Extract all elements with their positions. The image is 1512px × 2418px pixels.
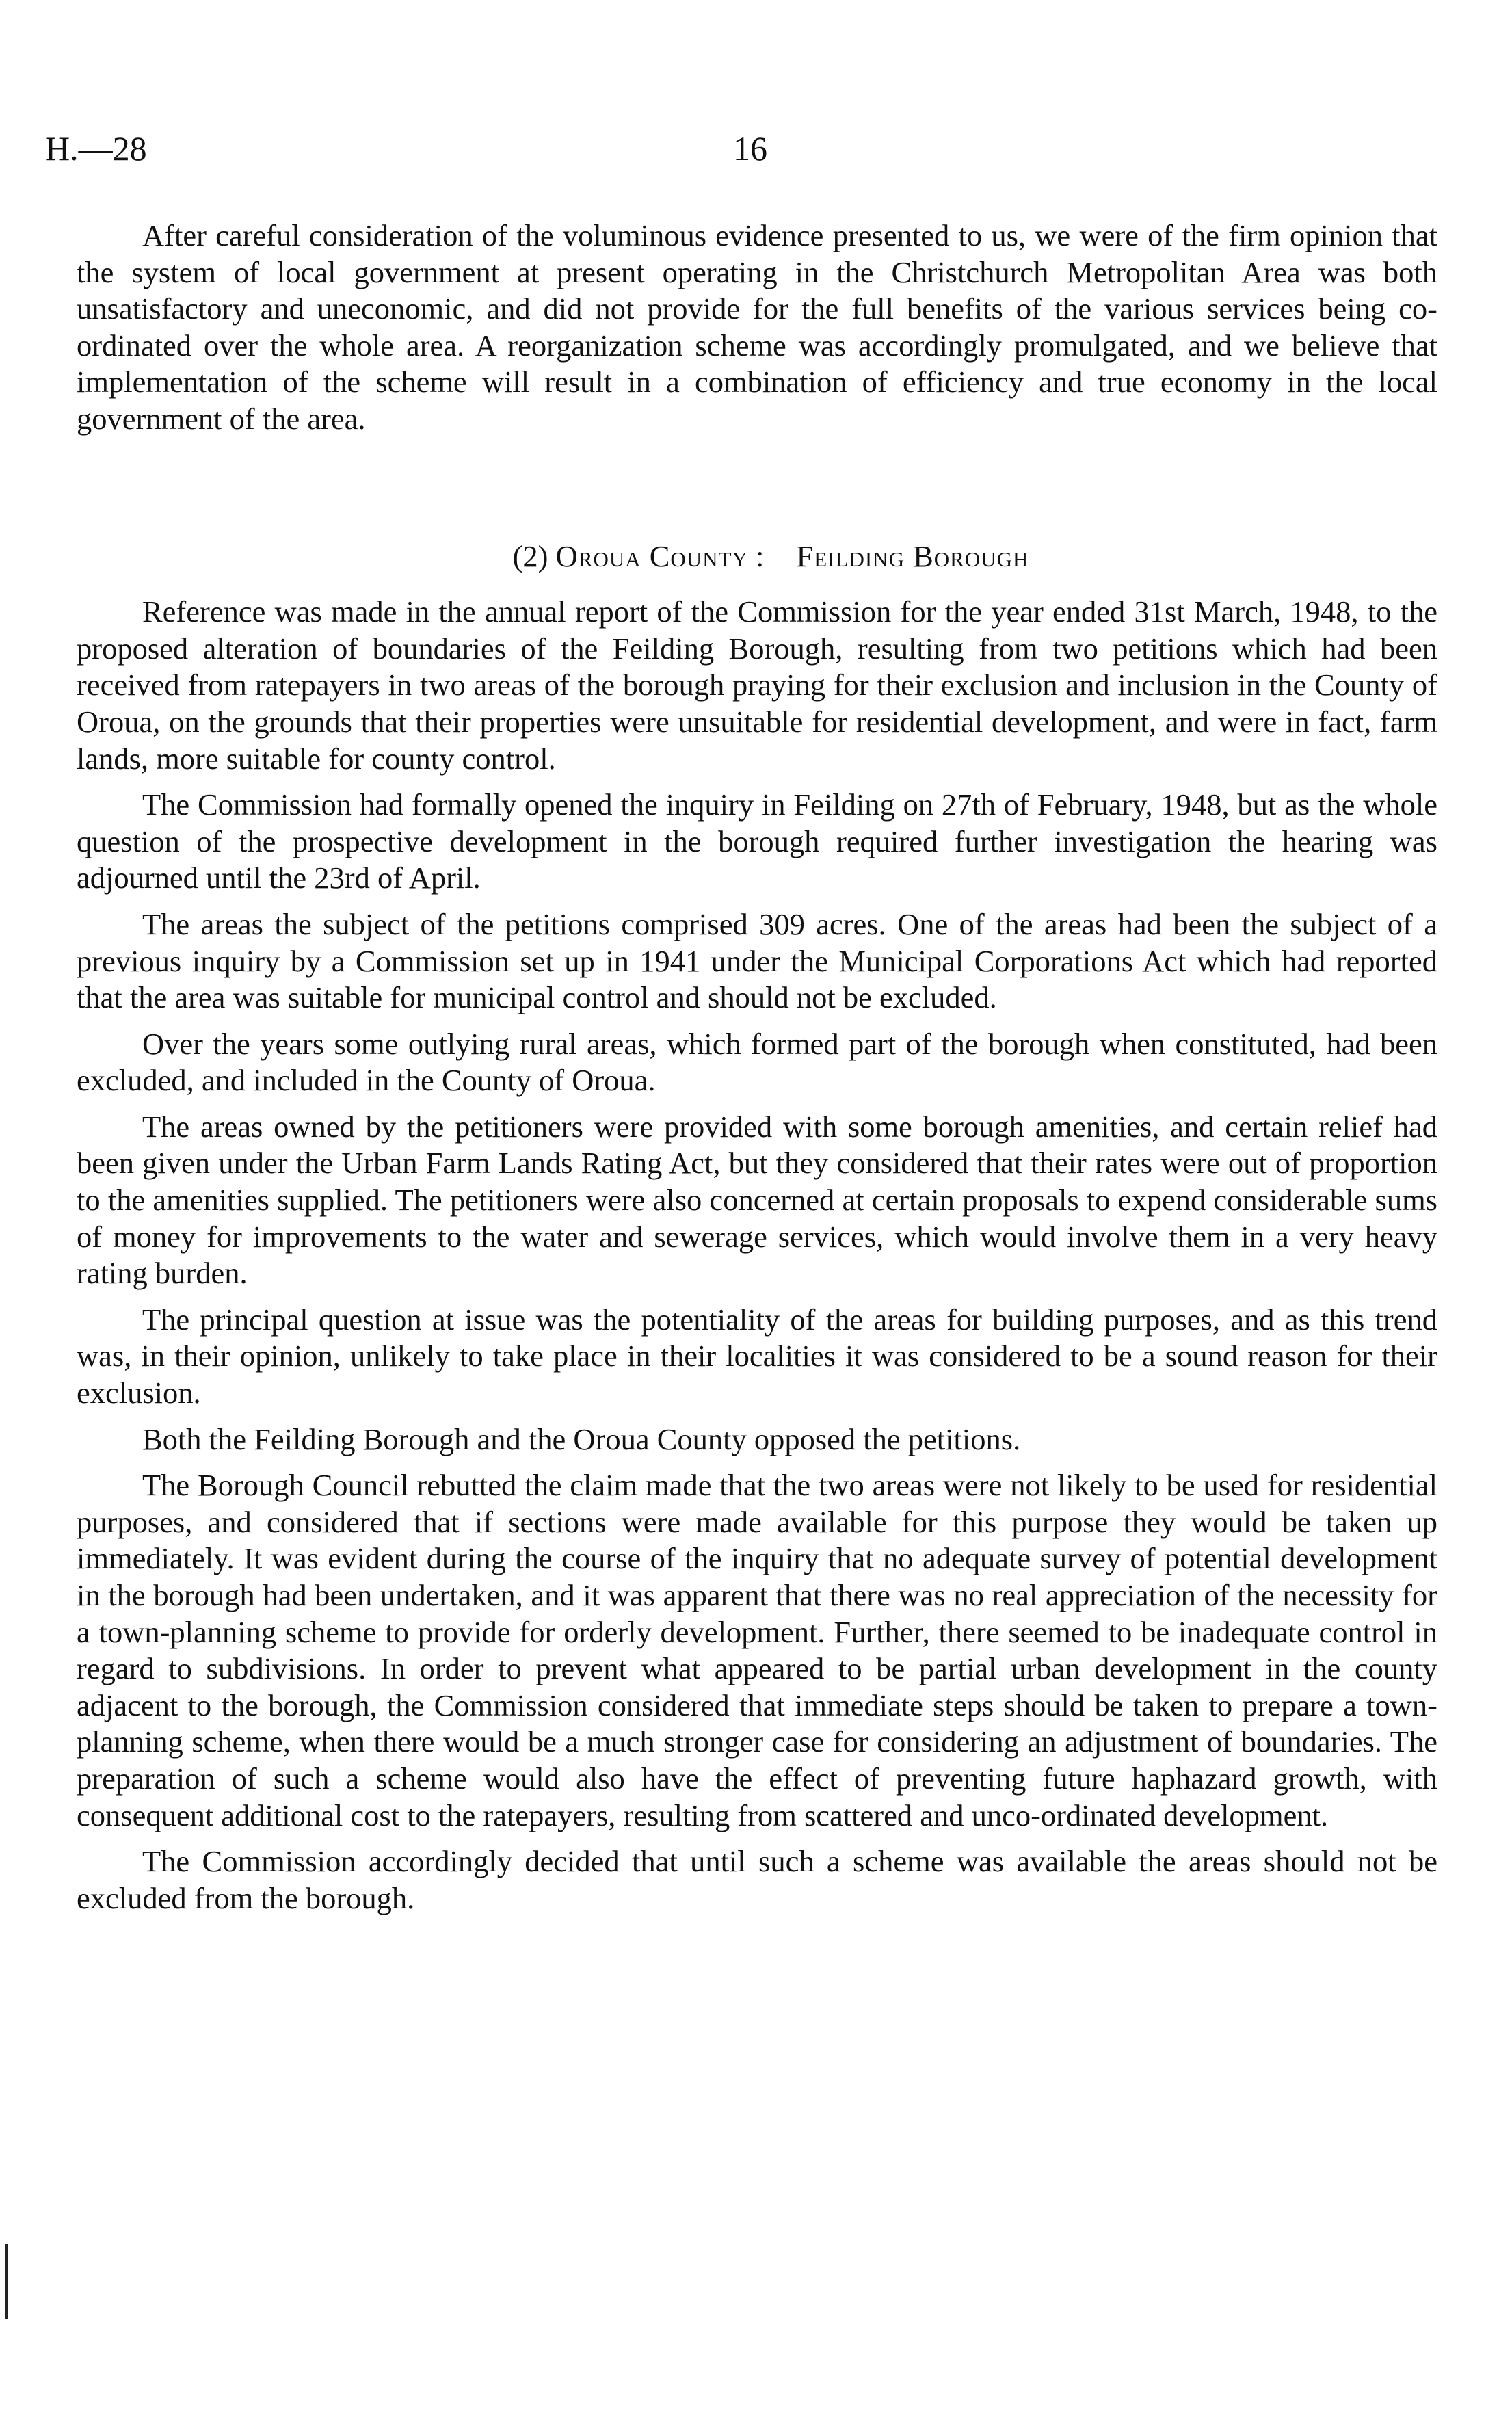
page-number: 16 [733,129,767,168]
section-separator: : [756,538,765,573]
section-heading [77,538,1437,575]
body-text [77,218,1437,1926]
intro-paragraph: After careful consideration of the voluminous evidence presented to us, we were of the firm opinion that the system of local government at present operating in the Christchurch Metropolitan Area was both unsatisfactory and uneconomic, and did not provide for the full benefits of the various services being co-ordinated over the whole area. A reorganization scheme was accordingly promulgated, and we believe that implementation of the scheme will result in a combination of efficiency and true economy in the local government of the area. [77,218,1437,436]
paragraph: Both the Feilding Borough and the Oroua County opposed the petitions. [142,1421,1021,1456]
paragraph: The principal question at issue was the potentiality of the areas for building purposes, and as this trend was, in their opinion, unlikely to take place in their localities it was considered to be a sound reason for their exclusion. [77,1302,1437,1410]
paragraph: Over the years some outlying rural areas, which formed part of the borough when constituted, had been excluded, and included in the County of Oroua. [77,1026,1437,1098]
paragraph: The areas owned by the petitioners were provided with some borough amenities, and certain relief had been given under the Urban Farm Lands Rating Act, but they considered that their rates were out of proportion to the amenities supplied. The petitioners were also concerned at certain proposals to expend considerable sums of money for improvements to the water and sewerage services, which would involve them in a very heavy rating burden. [77,1109,1437,1291]
paragraph: The Commission had formally opened the inquiry in Feilding on 27th of February, 1948, but as the whole question of the prospective development in the borough required further investigation the hearing was adjourned until the 23rd of April. [77,787,1437,895]
page-header [45,129,1467,176]
paragraph: The Commission accordingly decided that until such a scheme was available the areas should not be excluded from the borough. [77,1844,1437,1915]
section-borough: Feilding Borough [796,538,1029,573]
section-number: (2) [512,538,548,573]
paragraph: The Borough Council rebutted the claim made that the two areas were not likely to be used for residential purposes, and considered that if sections were made available for this purpose they would be taken up immediately. It was evident during the course of the inquiry that no adequate survey of potential development in the borough had been undertaken, and it was apparent that there was no real appreciation of the necessity for a town-planning scheme to provide for orderly development. Further, there seemed to be inadequate control in regard to subdivisions. In order to prevent what appeared to be partial urban development in the county adjacent to the borough, the Commission considered that immediate steps should be taken to prepare a town-planning scheme, when there would be a much stronger case for considering an adjustment of boundaries. The preparation of such a scheme would also have the effect of preventing future haphazard growth, with consequent additional cost to the ratepayers, resulting from scattered and unco-ordinated development. [77,1468,1437,1832]
section-county: Oroua County [555,538,748,573]
document-code: H.—28 [45,129,147,168]
paragraph: The areas the subject of the petitions comprised 309 acres. One of the areas had been the subject of a previous inquiry by a Commission set up in 1941 under the Municipal Corporations Act which had reported that the area was suitable for municipal control and should not be excluded. [77,906,1437,1015]
binding-edge-mark [5,2244,8,2319]
paragraph: Reference was made in the annual report of the Commission for the year ended 31st March, 1948, to the proposed alteration of boundaries of the Feilding Borough, resulting from two petitions which had been received from ratepayers in two areas of the borough praying for their exclusion and inclusion in the County of Oroua, on the grounds that their properties were unsuitable for residential development, and were in fact, farm lands, more suitable for county control. [77,594,1437,776]
